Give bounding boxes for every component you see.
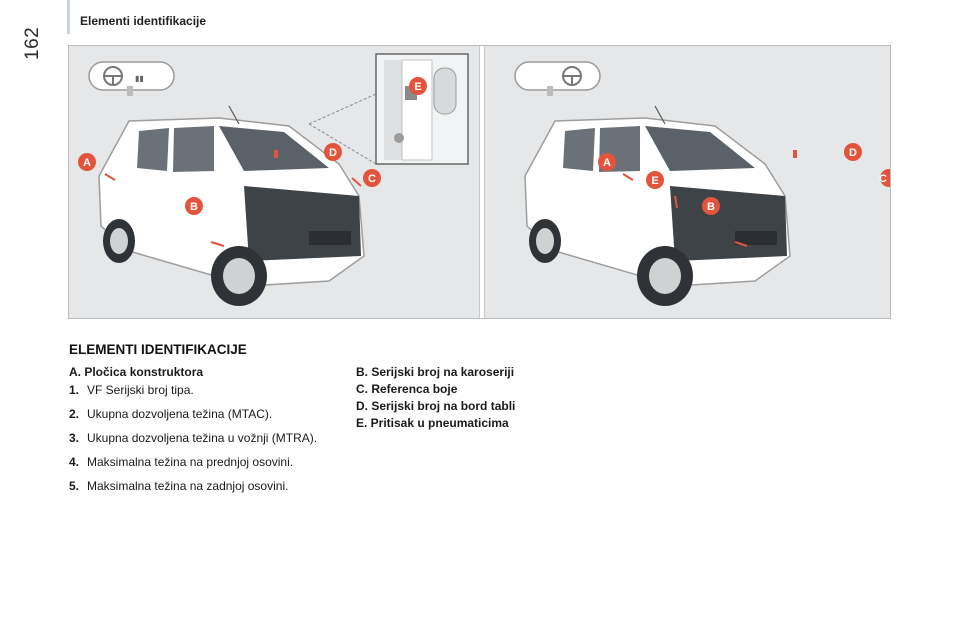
page-number: 162 [22, 26, 43, 60]
section-title: ELEMENTI IDENTIFIKACIJE [69, 342, 247, 357]
list-item: 1. VF Serijski broj tipa. [69, 383, 194, 397]
svg-text:A: A [83, 157, 91, 169]
list-item: 5. Maksimalna težina na zadnjoj osovini. [69, 479, 289, 493]
marker-b [702, 197, 720, 215]
header-accent-bar [67, 0, 70, 34]
marker-c [363, 169, 381, 187]
identification-item-c: C. Referenca boje [356, 382, 458, 396]
vehicle-illustration [68, 45, 891, 319]
svg-text:D: D [849, 147, 857, 159]
svg-text:B: B [190, 201, 198, 213]
marker-b [185, 197, 203, 215]
van-body [99, 106, 364, 306]
list-item: 4. Maksimalna težina na prednjoj osovini. [69, 455, 294, 469]
list-item: 3. Ukupna dozvoljena težina u vožnji (MTRA). [69, 431, 318, 445]
svg-text:C: C [368, 173, 376, 185]
identification-list [356, 364, 616, 432]
svg-text:C: C [879, 173, 887, 185]
rearview-mirror-icon [89, 62, 174, 96]
rearview-mirror-icon [515, 62, 600, 96]
identification-item-b: B. Serijski broj na karoseriji [356, 365, 515, 379]
illustration-panel-left [69, 46, 479, 318]
manufacturer-plate-list [69, 364, 349, 502]
illustration-panel-right [485, 46, 890, 318]
list-item: 2. Ukupna dozvoljena težina (MTAC). [69, 407, 273, 421]
svg-text:▮▮: ▮▮ [135, 74, 144, 83]
svg-text:D: D [329, 147, 337, 159]
identification-item-e: E. Pritisak u pneumaticima [356, 416, 509, 430]
svg-text:B: B [707, 201, 715, 213]
svg-text:E: E [414, 81, 422, 93]
a-heading: A. Pločica konstruktora [69, 365, 204, 379]
marker-a [598, 153, 616, 171]
identification-item-d: D. Serijski broj na bord tabli [356, 399, 516, 413]
van-body [525, 106, 790, 306]
marker-e [646, 171, 664, 189]
marker-c [879, 169, 890, 187]
svg-text:E: E [651, 175, 659, 187]
marker-a [78, 153, 96, 171]
section-header: Elementi identifikacije [80, 14, 207, 28]
svg-text:A: A [603, 157, 611, 169]
marker-e [409, 77, 427, 95]
marker-d [324, 143, 342, 161]
marker-d [844, 143, 862, 161]
